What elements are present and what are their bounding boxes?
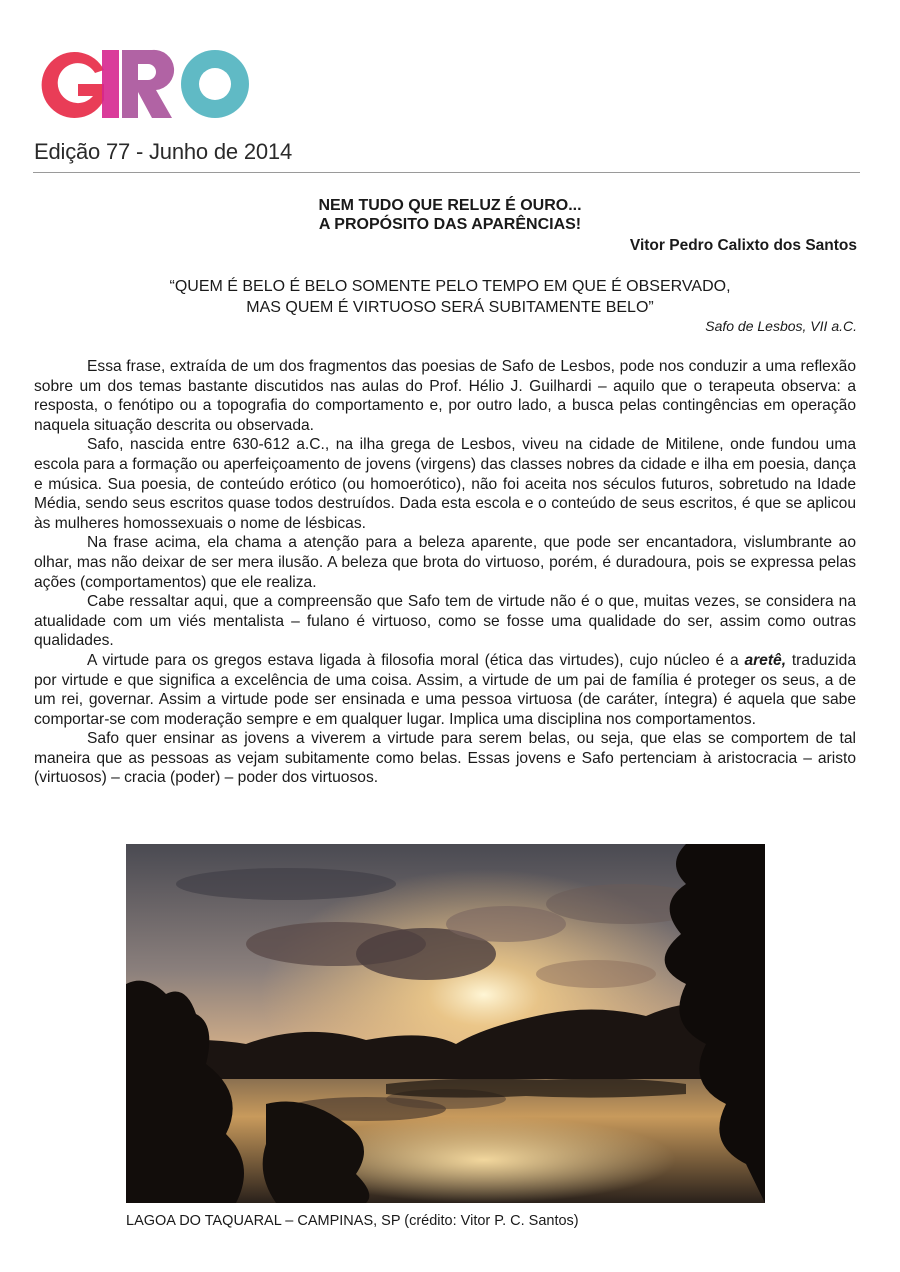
article-title [0,196,900,234]
paragraph-1: Essa frase, extraída de um dos fragmentos das poesias de Safo de Lesbos, pode nos conduzir a uma reflexão sobre um dos temas bastante discutidos nas aulas do Prof. Hélio J. Guilhardi – aquilo que o terapeuta observa: a resposta, o fenótipo ou a topografia do comportamento e, por outro lado, a busca pelas contingências em operação naquela situação descrita ou observada. [34,358,856,434]
paragraph-6: Safo quer ensinar as jovens a viverem a virtude para serem belas, ou seja, que elas se comportem de tal maneira que as pessoas as vejam subitamente como belas. Essas jovens e Safo pertenciam à aristocracia – aristo (virtuosos) – cracia (poder) – poder dos virtuosos. [34,730,856,787]
edition-label: Edição 77 - Junho de 2014 [34,139,292,164]
sunset-lake-photo [126,844,765,1203]
title-line-2: A PROPÓSITO DAS APARÊNCIAS! [318,216,582,233]
epigraph-quote [0,276,900,318]
paragraph-4: Cabe ressaltar aqui, que a compreensão que Safo tem de virtude não é o que, muitas vezes, se considera na atualidade com um viés mentalista – fulano é virtuoso, como se fosse uma qualidade do ser, assim como outras qualidades. [34,593,856,650]
paragraph-3: Na frase acima, ela chama a atenção para a beleza aparente, que pode ser encantadora, vislumbrante ao olhar, mas não deixar de ser mera ilusão. A beleza que brota do virtuoso, porém, é duradoura, pois se expressa pelas ações (comportamentos) que ele realiza. [34,534,856,591]
article-body [34,357,856,788]
quote-source: Safo de Lesbos, VII a.C. [705,318,857,334]
giro-logo [32,40,254,126]
title-line-1: NEM TUDO QUE RELUZ É OURO... [318,197,582,214]
paragraph-2: Safo, nascida entre 630-612 a.C., na ilha grega de Lesbos, viveu na cidade de Mitilene, onde fundou uma escola para a formação ou aperfeiçoamento de jovens (virgens) das classes nobres da cidade e ilha em poesia, dança e música. Sua poesia, de conteúdo erótico (ou homoerótico), não foi aceita nos séculos futuros, sobretudo na Idade Média, sendo seus escritos quase todos destruídos. Dada esta escola e o conteúdo de seus escritos, é que se aplicou às mulheres homossexuais o nome de lésbicas. [34,436,856,532]
photo-caption: LAGOA DO TAQUARAL – CAMPINAS, SP (crédito: Vitor P. C. Santos) [126,1213,579,1229]
article-author: Vitor Pedro Calixto dos Santos [629,237,857,254]
quote-line-1: “QUEM É BELO É BELO SOMENTE PELO TEMPO EM QUE É OBSERVADO, [169,278,731,295]
paragraph-5: A virtude para os gregos estava ligada à filosofia moral (ética das virtudes), cujo núcleo é a aretê, traduzida por virtude e que significa a excelência de uma coisa. Assim, a virtude de um pai de família é proteger os seus, a de um rei, governar. Assim a virtude pode ser ensinada e uma pessoa virtuosa (de caráter, íntegra) é aquela que sabe comportar-se com moderação sempre e em qualquer lugar. Implica uma disciplina nos comportamentos. [34,651,856,728]
quote-line-2: MAS QUEM É VIRTUOSO SERÁ SUBITAMENTE BELO” [246,299,654,316]
arete-emphasis: aretê, [744,651,787,669]
header-divider [33,172,860,173]
